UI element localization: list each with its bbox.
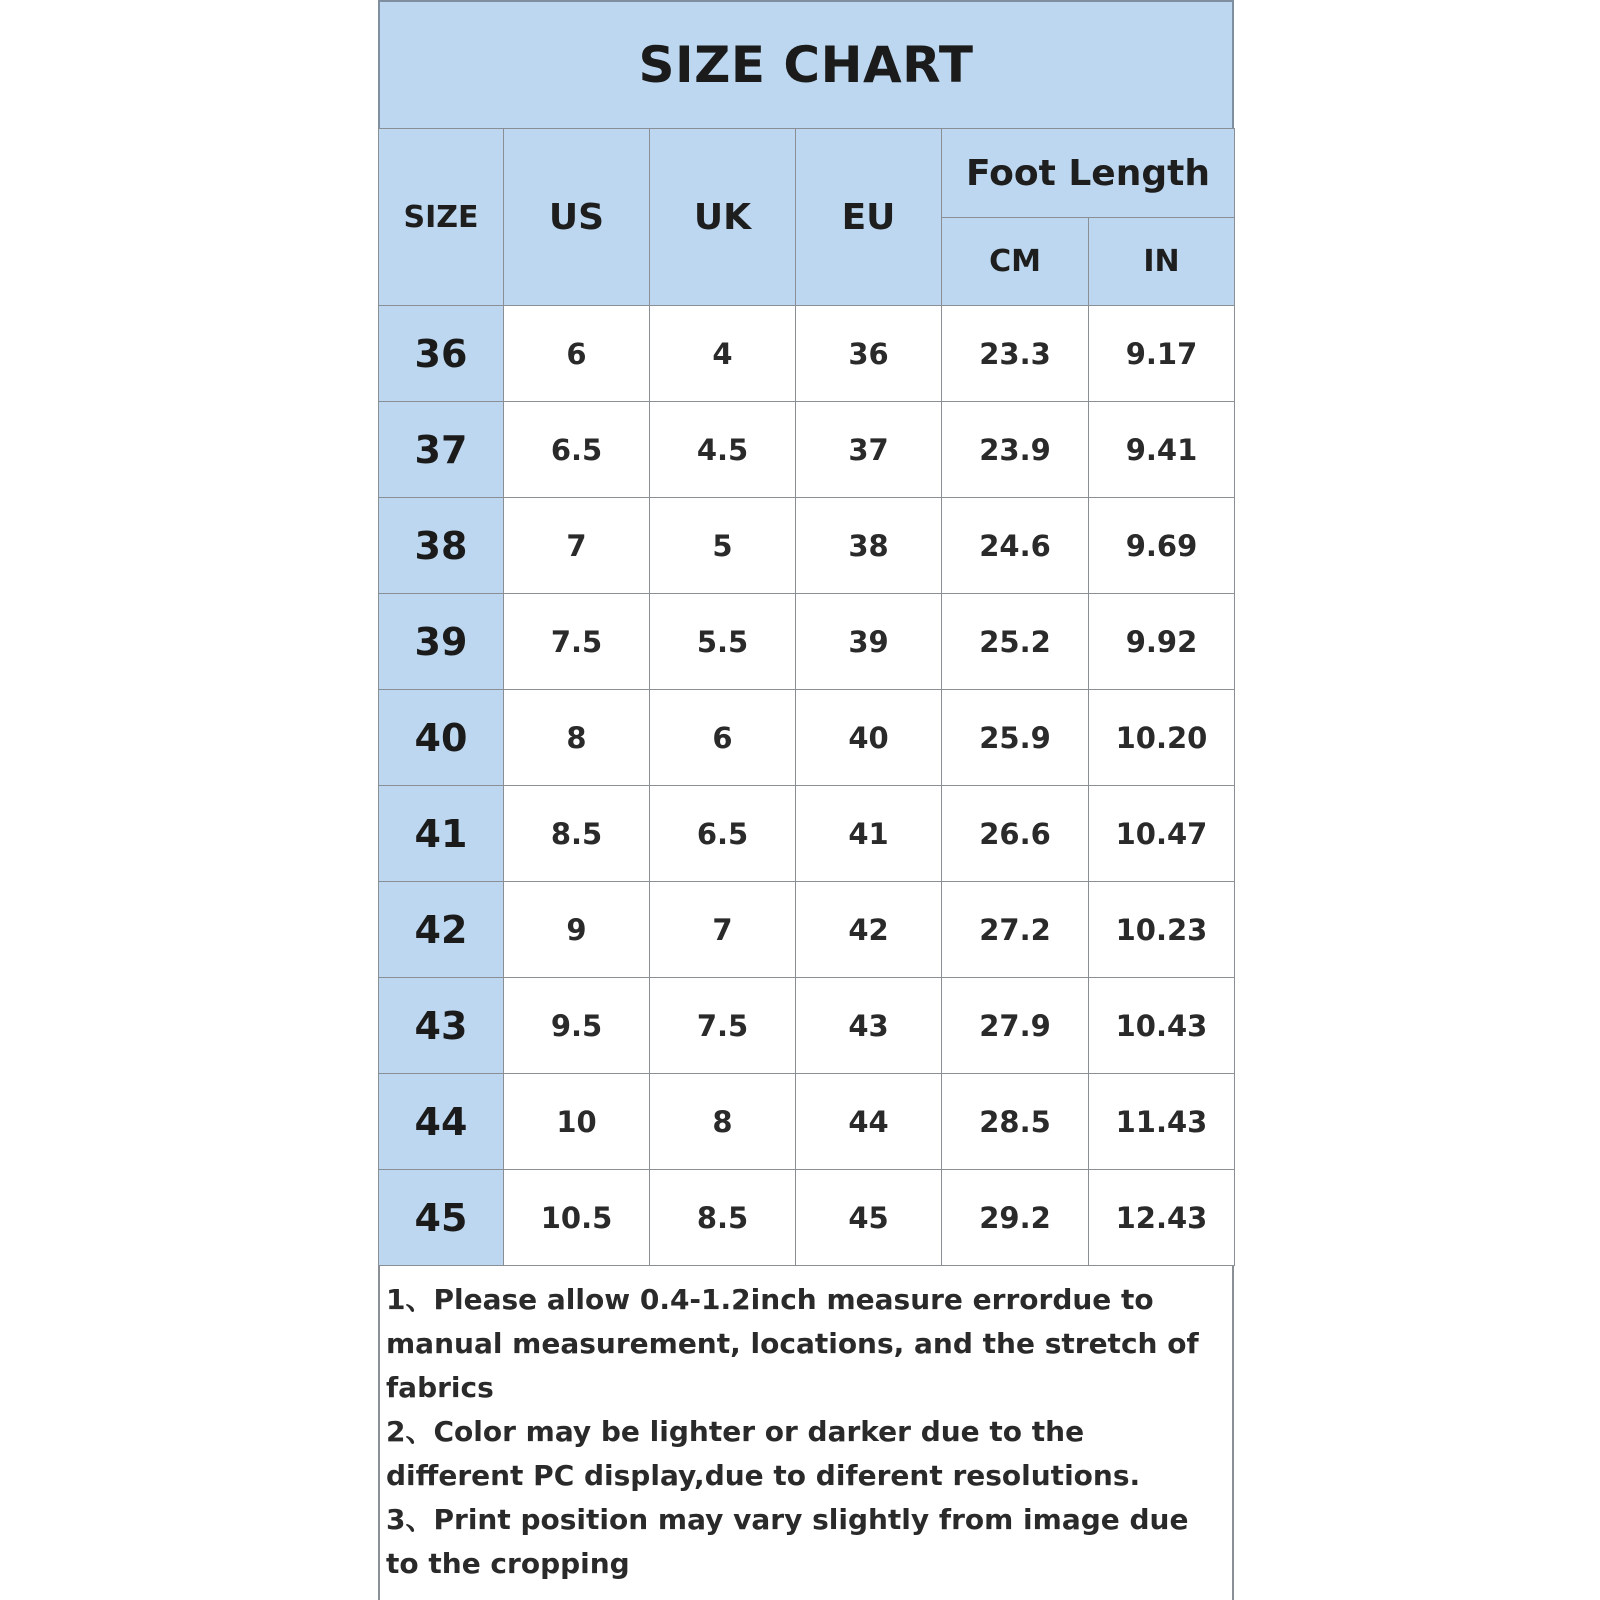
cell-us: 6 (504, 306, 650, 402)
cell-in: 11.43 (1089, 1074, 1235, 1170)
cell-uk: 4 (650, 306, 796, 402)
cell-uk: 6.5 (650, 786, 796, 882)
cell-eu: 43 (796, 978, 942, 1074)
table-row (379, 306, 1235, 402)
cell-in: 10.47 (1089, 786, 1235, 882)
size-table (378, 128, 1235, 1266)
cell-size: 40 (379, 690, 504, 786)
cell-eu: 39 (796, 594, 942, 690)
cell-size: 37 (379, 402, 504, 498)
cell-eu: 44 (796, 1074, 942, 1170)
cell-in: 9.69 (1089, 498, 1235, 594)
cell-cm: 27.9 (942, 978, 1089, 1074)
notes (378, 1266, 1234, 1600)
cell-size: 43 (379, 978, 504, 1074)
cell-size: 45 (379, 1170, 504, 1266)
cell-us: 7 (504, 498, 650, 594)
cell-size: 41 (379, 786, 504, 882)
page-title: SIZE CHART (638, 36, 974, 94)
cell-cm: 28.5 (942, 1074, 1089, 1170)
cell-size: 38 (379, 498, 504, 594)
cell-us: 6.5 (504, 402, 650, 498)
cell-cm: 23.9 (942, 402, 1089, 498)
table-row (379, 786, 1235, 882)
cell-us: 9.5 (504, 978, 650, 1074)
cell-uk: 8 (650, 1074, 796, 1170)
header-foot-length: Foot Length (942, 129, 1235, 218)
table-row (379, 978, 1235, 1074)
cell-uk: 6 (650, 690, 796, 786)
table-body (379, 306, 1235, 1266)
cell-in: 12.43 (1089, 1170, 1235, 1266)
cell-in: 10.20 (1089, 690, 1235, 786)
cell-us: 8.5 (504, 786, 650, 882)
table-row (379, 594, 1235, 690)
note-3: 3、Print position may vary slightly from image due to the cropping (386, 1503, 1189, 1580)
cell-cm: 25.2 (942, 594, 1089, 690)
cell-us: 8 (504, 690, 650, 786)
cell-eu: 41 (796, 786, 942, 882)
cell-us: 10.5 (504, 1170, 650, 1266)
cell-cm: 29.2 (942, 1170, 1089, 1266)
cell-uk: 7 (650, 882, 796, 978)
cell-cm: 27.2 (942, 882, 1089, 978)
header-row (379, 129, 1235, 218)
cell-eu: 45 (796, 1170, 942, 1266)
header-uk: UK (650, 129, 796, 306)
header-cm: CM (942, 218, 1089, 306)
table-row (379, 882, 1235, 978)
cell-in: 9.41 (1089, 402, 1235, 498)
cell-uk: 7.5 (650, 978, 796, 1074)
header-in: IN (1089, 218, 1235, 306)
cell-in: 10.43 (1089, 978, 1235, 1074)
cell-eu: 42 (796, 882, 942, 978)
cell-in: 10.23 (1089, 882, 1235, 978)
cell-size: 42 (379, 882, 504, 978)
size-chart (378, 0, 1234, 1600)
table-row (379, 1170, 1235, 1266)
cell-in: 9.92 (1089, 594, 1235, 690)
cell-uk: 5 (650, 498, 796, 594)
cell-eu: 40 (796, 690, 942, 786)
cell-uk: 4.5 (650, 402, 796, 498)
note-2: 2、Color may be lighter or darker due to the different PC display,due to diferent resolutions. (386, 1415, 1141, 1492)
header-us: US (504, 129, 650, 306)
note-1: 1、Please allow 0.4-1.2inch measure errordue to manual measurement, locations, and the stretch of fabrics (386, 1283, 1199, 1404)
table-row (379, 402, 1235, 498)
cell-size: 44 (379, 1074, 504, 1170)
cell-cm: 24.6 (942, 498, 1089, 594)
cell-in: 9.17 (1089, 306, 1235, 402)
title-band (378, 0, 1234, 128)
table-row (379, 690, 1235, 786)
cell-uk: 5.5 (650, 594, 796, 690)
cell-us: 10 (504, 1074, 650, 1170)
cell-eu: 36 (796, 306, 942, 402)
cell-us: 9 (504, 882, 650, 978)
cell-uk: 8.5 (650, 1170, 796, 1266)
cell-size: 36 (379, 306, 504, 402)
cell-us: 7.5 (504, 594, 650, 690)
cell-cm: 25.9 (942, 690, 1089, 786)
table-row (379, 498, 1235, 594)
table-row (379, 1074, 1235, 1170)
cell-cm: 23.3 (942, 306, 1089, 402)
header-size: SIZE (379, 129, 504, 306)
header-eu: EU (796, 129, 942, 306)
cell-size: 39 (379, 594, 504, 690)
cell-eu: 38 (796, 498, 942, 594)
cell-cm: 26.6 (942, 786, 1089, 882)
cell-eu: 37 (796, 402, 942, 498)
